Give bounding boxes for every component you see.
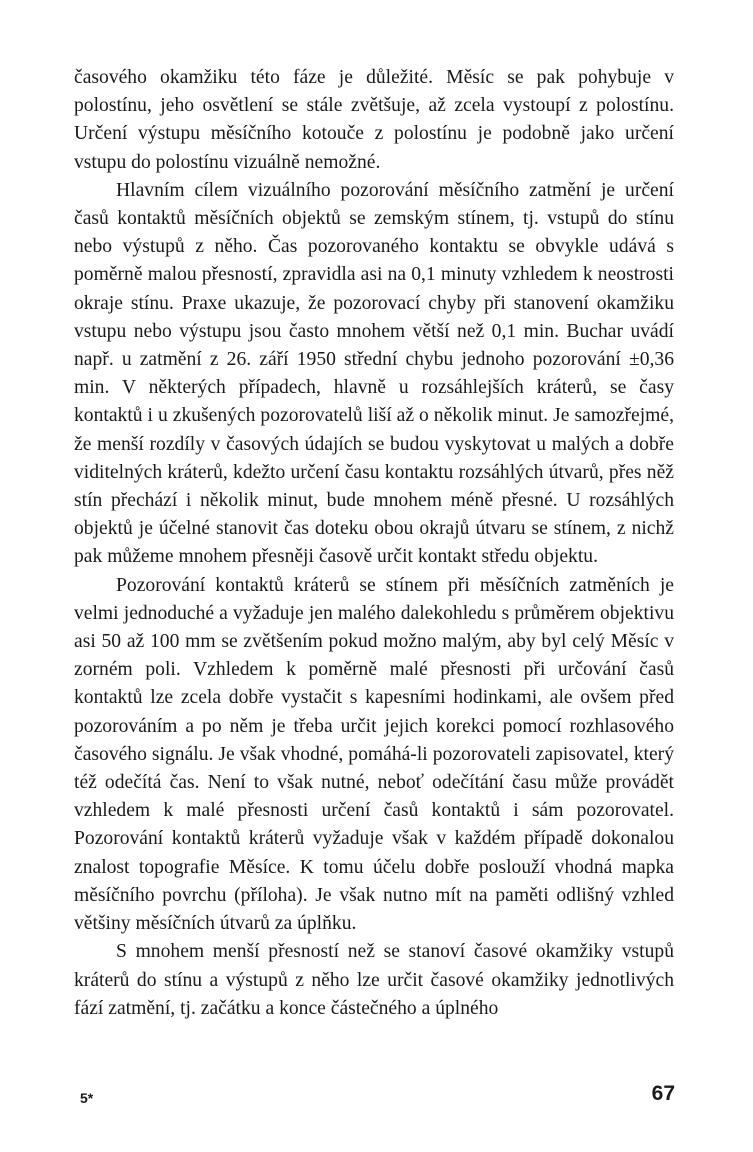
paragraph-contact-observation: Pozorování kontaktů kráterů se stínem při měsíčních zatměních je velmi jednoduché a vyžaduje jen malého dalekohledu s průměrem objektivu asi 50 až 100 mm se zvětšením pokud možno malým, aby byl celý Měsíc v zorném poli. Vzhledem k poměrně malé přesnosti při určování časů kontaktů lze zcela dobře vystačit s kapesními hodinkami, ale ovšem před pozorováním a po něm je třeba určit jejich korekci pomocí rozhlasového časového signálu. Je však vhodné, pomáhá-li pozorovateli zapisovatel, který též odečítá čas. Není to však nutné, neboť odečítání času může provádět vzhledem k malé přesnosti určení časů kontaktů i sám pozorovatel. Pozorování kontaktů kráterů vyžaduje však v každém případě dokonalou znalost topografie Měsíce. K tomu účelu dobře poslouží vhodná mapka měsíčního povrchu (příloha). Je však nutno mít na paměti odlišný vzhled většiny měsíčních útvarů za úplňku.: [74, 574, 674, 935]
page-body: [74, 64, 674, 1023]
paragraph-observation-goal: Hlavním cílem vizuálního pozorování měsíčního zatmění je určení časů kontaktů měsíčních objektů se zemským stínem, tj. vstupů do stínu nebo výstupů z něho. Čas pozorovaného kontaktu se obvykle udává s poměrně malou přesností, zpravidla asi na 0,1 minuty vzhledem k neostrosti okraje stínu. Praxe ukazuje, že pozorovací chyby při stanovení okamžiku vstupu nebo výstupu jsou často mnohem větší než 0,1 min. Buchar uvádí např. u zatmění z 26. září 1950 střední chybu jednoho pozorování ±0,36 min. V některých případech, hlavně u rozsáhlejších kráterů, se časy kontaktů i u zkušených pozorovatelů liší až o několik minut. Je samozřejmé, že menší rozdíly v časových údajích se budou vyskytovat u malých a dobře viditelných kráterů, kdežto určení času kontaktu rozsáhlých útvarů, přes něž stín přechází i několik minut, bude mnohem méně přesné. U rozsáhlých objektů je účelné stanovit čas doteku obou okrajů útvaru se stínem, z nichž pak můžeme mnohem přesněji časově určit kontakt středu objektu.: [74, 179, 674, 568]
paragraph-continuation: časového okamžiku této fáze je důležité. Měsíc se pak pohybuje v polostínu, jeho osvětlení se stále zvětšuje, až zcela vystoupí z polostínu. Určení výstupu měsíčního kotouče z polostínu je podobně jako určení vstupu do polostínu vizuálně nemožné.: [74, 67, 674, 173]
paragraph-phase-timing: S mnohem menší přesností než se stanoví časové okamžiky vstupů kráterů do stínu a výstupů z něho lze určit časové okamžiky jednotlivých fází zatmění, tj. začátku a konce částečného a úplného: [74, 941, 674, 1019]
signature-mark: 5*: [80, 1090, 94, 1106]
page-number: 67: [651, 1082, 675, 1105]
